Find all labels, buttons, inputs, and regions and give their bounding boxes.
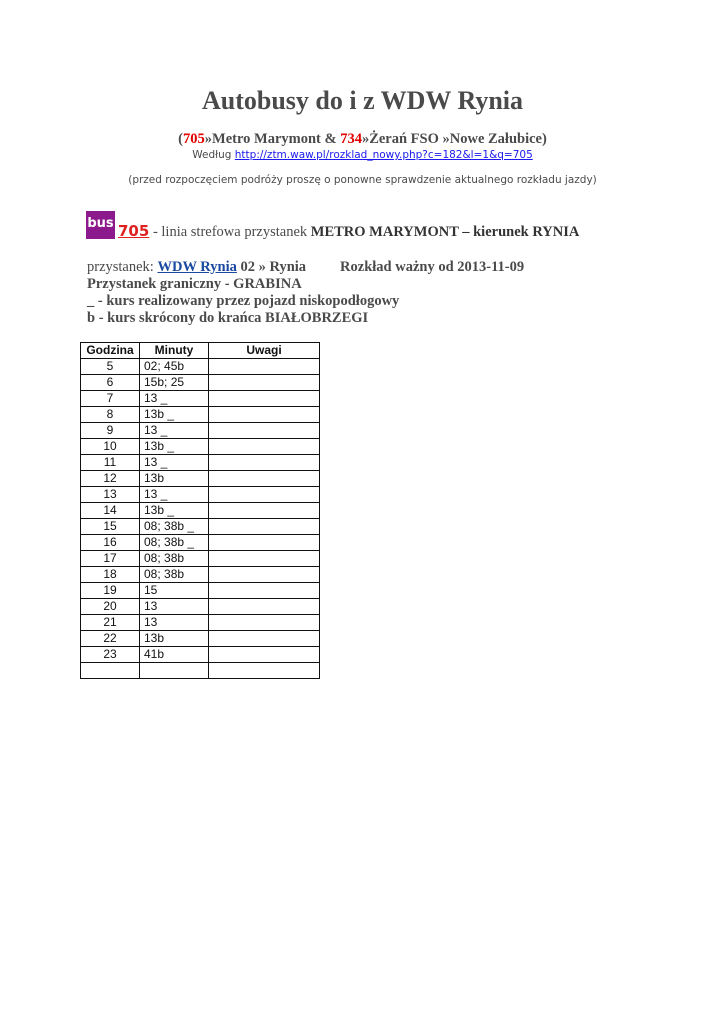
hour-cell: 11	[81, 455, 140, 471]
source-prefix: Według	[192, 149, 235, 161]
notes-cell	[209, 503, 320, 519]
minutes-cell: 13 _	[140, 391, 209, 407]
minutes-cell: 13b	[140, 631, 209, 647]
minutes-cell: 13 _	[140, 423, 209, 439]
subtitle-part-1: »Metro Marymont &	[204, 131, 341, 147]
minutes-cell	[140, 663, 209, 679]
minutes-cell: 15	[140, 583, 209, 599]
notes-cell	[209, 535, 320, 551]
hour-cell: 16	[81, 535, 140, 551]
hour-cell: 5	[81, 359, 140, 375]
notes-cell	[209, 663, 320, 679]
line-heading-mid: - linia strefowa przystanek	[149, 224, 311, 240]
table-row	[81, 375, 320, 391]
source-line	[0, 149, 725, 161]
page-title: Autobusy do i z WDW Rynia	[201, 86, 524, 115]
bus-logo-icon: bus	[86, 211, 115, 239]
minutes-cell: 41b	[140, 647, 209, 663]
notes-cell	[209, 631, 320, 647]
legend-short: b - kurs skrócony do krańca BIAŁOBRZEGI	[87, 310, 369, 326]
notes-cell	[209, 615, 320, 631]
notes-cell	[209, 519, 320, 535]
notes-cell	[209, 439, 320, 455]
hour-cell: 14	[81, 503, 140, 519]
table-row	[81, 663, 320, 679]
minutes-cell: 08; 38b	[140, 567, 209, 583]
hour-cell: 12	[81, 471, 140, 487]
hour-cell: 9	[81, 423, 140, 439]
minutes-cell: 13 _	[140, 487, 209, 503]
table-row	[81, 599, 320, 615]
header-notes: Uwagi	[209, 343, 320, 359]
line-heading-direction: METRO MARYMONT – kierunek RYNIA	[310, 224, 580, 240]
timetable-body	[81, 359, 320, 679]
minutes-cell: 13	[140, 615, 209, 631]
line-705-number: 705	[183, 131, 205, 147]
table-row	[81, 551, 320, 567]
stop-rest: 02 » Rynia	[236, 259, 307, 275]
table-row	[81, 423, 320, 439]
hour-cell: 21	[81, 615, 140, 631]
valid-from: Rozkład ważny od 2013-11-09	[340, 259, 525, 275]
timetable	[80, 342, 320, 679]
minutes-cell: 08; 38b	[140, 551, 209, 567]
table-row	[81, 647, 320, 663]
minutes-cell: 13b _	[140, 503, 209, 519]
minutes-cell: 13	[140, 599, 209, 615]
hour-cell: 10	[81, 439, 140, 455]
notes-cell	[209, 471, 320, 487]
notes-cell	[209, 583, 320, 599]
table-row	[81, 583, 320, 599]
source-link[interactable]: http://ztm.waw.pl/rozklad_nowy.php?c=182&l=1&q=705	[234, 149, 533, 161]
table-row	[81, 391, 320, 407]
boundary-stop: Przystanek graniczny - GRABINA	[87, 276, 302, 292]
header-minutes: Minuty	[140, 343, 209, 359]
table-row	[81, 359, 320, 375]
stop-info	[87, 259, 524, 327]
notes-cell	[209, 647, 320, 663]
hour-cell: 17	[81, 551, 140, 567]
timetable-header-row	[81, 343, 320, 359]
notes-cell	[209, 359, 320, 375]
stop-label: przystanek:	[87, 259, 158, 275]
minutes-cell: 08; 38b _	[140, 535, 209, 551]
table-row	[81, 455, 320, 471]
table-row	[81, 519, 320, 535]
stop-row	[87, 259, 524, 276]
legend-lowfloor: _ - kurs realizowany przez pojazd niskopodłogowy	[87, 293, 400, 309]
subtitle-part-2: »Żerań FSO »Nowe Załubice)	[361, 131, 547, 147]
notes-cell	[209, 567, 320, 583]
minutes-cell: 13b	[140, 471, 209, 487]
hour-cell: 8	[81, 407, 140, 423]
table-row	[81, 503, 320, 519]
table-row	[81, 615, 320, 631]
disclaimer-note: (przed rozpoczęciem podróży proszę o ponowne sprawdzenie aktualnego rozkładu jazdy)	[128, 174, 597, 186]
notes-cell	[209, 551, 320, 567]
hour-cell: 7	[81, 391, 140, 407]
hour-cell: 15	[81, 519, 140, 535]
table-row	[81, 631, 320, 647]
line-number: 705	[118, 222, 150, 240]
hour-cell	[81, 663, 140, 679]
table-row	[81, 471, 320, 487]
line-heading	[118, 222, 579, 241]
stop-link[interactable]: WDW Rynia	[157, 259, 237, 275]
notes-cell	[209, 375, 320, 391]
table-row	[81, 487, 320, 503]
route-subtitle	[0, 131, 725, 148]
hour-cell: 6	[81, 375, 140, 391]
table-row	[81, 407, 320, 423]
subtitle-open-paren: (	[178, 131, 184, 147]
notes-cell	[209, 407, 320, 423]
notes-cell	[209, 391, 320, 407]
minutes-cell: 13 _	[140, 455, 209, 471]
hour-cell: 19	[81, 583, 140, 599]
line-734-number: 734	[340, 131, 362, 147]
minutes-cell: 13b _	[140, 407, 209, 423]
notes-cell	[209, 423, 320, 439]
minutes-cell: 02; 45b	[140, 359, 209, 375]
hour-cell: 20	[81, 599, 140, 615]
notes-cell	[209, 487, 320, 503]
minutes-cell: 15b; 25	[140, 375, 209, 391]
minutes-cell: 13b _	[140, 439, 209, 455]
minutes-cell: 08; 38b _	[140, 519, 209, 535]
header-hour: Godzina	[81, 343, 140, 359]
hour-cell: 13	[81, 487, 140, 503]
notes-cell	[209, 455, 320, 471]
hour-cell: 23	[81, 647, 140, 663]
hour-cell: 18	[81, 567, 140, 583]
table-row	[81, 567, 320, 583]
notes-cell	[209, 599, 320, 615]
table-row	[81, 535, 320, 551]
table-row	[81, 439, 320, 455]
hour-cell: 22	[81, 631, 140, 647]
